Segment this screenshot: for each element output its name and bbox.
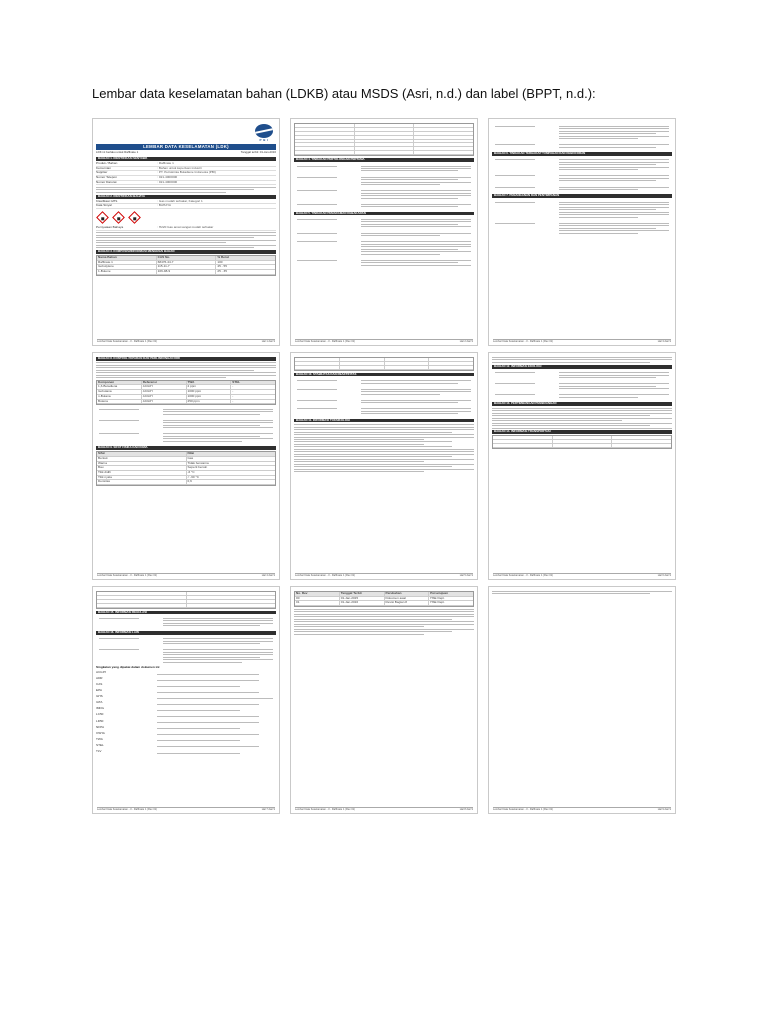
sds-page-5: [290, 352, 478, 580]
document-title: LEMBAR DATA KESELAMATAN (LDK): [96, 144, 276, 150]
logo-bar: [93, 119, 279, 143]
identification-row: Kemurnian : Bahan untuk keperluan industri: [96, 167, 276, 172]
revision-table: No. Rev Tanggal Terbit Perubahan Persetujuan 00 01-Jan-2015 Dokumen awal HSE Dept. 01 01-Jan-2016 Revisi Bagian 8 HSE Dept.: [294, 591, 474, 607]
hazard-row: Kata Sinyal : BAHAYA: [96, 204, 276, 209]
abbreviation-row: ADR: [96, 676, 103, 681]
text-block: [96, 232, 276, 248]
table-row: Butena ACGIH 250 ppm -: [97, 400, 275, 405]
table-row: Bau Seperti bensin: [97, 466, 275, 471]
table-row: 00 01-Jan-2015 Dokumen awal HSE Dept.: [295, 597, 473, 602]
figure-caption: Lembar data keselamatan bahan (LDKB) atau MSDS (Asri, n.d.) dan label (BPPT, n.d.):: [92, 86, 596, 101]
page-footer: Lembar Data Keselamatan - 3 - Raffinate 1 (Rev 01) Hal 9 dari 9: [493, 807, 671, 811]
property-table: [294, 357, 474, 371]
gas-cylinder-icon: [112, 211, 125, 224]
identification-row: Supplier : PT. Petrokimia Butadiene Indonesia (PBI): [96, 171, 276, 176]
section-heading: BAGIAN 2. IDENTIFIKASI BAHAYA: [96, 195, 276, 199]
table-row: Titik nyala < -60 °C: [97, 476, 275, 481]
text-block: [96, 362, 276, 378]
page-footer: Lembar Data Keselamatan - 3 - Raffinate 1 (Rev 01) Hal 4 dari 9: [97, 573, 275, 577]
page-footer: Lembar Data Keselamatan - 3 - Raffinate 1 (Rev 01) Hal 8 dari 9: [295, 807, 473, 811]
disclaimer-text: [294, 609, 474, 627]
section-heading: BAGIAN 11. INFORMASI TOKSIKOLOGI: [294, 419, 474, 423]
table-row: Warna Tidak berwarna: [97, 462, 275, 467]
sds-page-7: [92, 586, 280, 814]
section-heading: BAGIAN 6. TINDAKAN TERHADAP TUMPAHAN DAN KEBOCORAN: [492, 152, 672, 156]
abbreviation-row: LC50: [96, 712, 104, 717]
table-row: Titik didih -6 °C: [97, 471, 275, 476]
section-heading: BAGIAN 10. STABILITAS DAN REAKTIFITAS: [294, 373, 474, 377]
table-row: Densitas 0,6: [97, 480, 275, 485]
table-row: 01 01-Jan-2016 Revisi Bagian 8 HSE Dept.: [295, 601, 473, 606]
text-block: [294, 449, 474, 462]
page-footer: Lembar Data Keselamatan - 3 - Raffinate 1 (Rev 01) Hal 2 dari 9: [295, 339, 473, 343]
identification-row: Nomor Telepon : 021-4000000: [96, 176, 276, 181]
table-row: Raffinate 1 68476-44-7 100: [97, 261, 275, 266]
globe-icon: [255, 124, 273, 138]
abbreviation-row: IMDG: [96, 706, 105, 711]
identification-row: Produk / Bahan : Raffinate 1: [96, 162, 276, 167]
section-heading: BAGIAN 12. INFORMASI EKOLOGI: [492, 365, 672, 369]
table-row: n-Butana ACGIH 1000 ppm -: [97, 395, 275, 400]
physical-properties-table: Sifat Nilai Bentuk Gas Warna Tidak berwarna Bau Seperti bensin Titik didih -6 °C Titik nyala < -60 °C Densitas 0,6: [96, 451, 276, 486]
table-row: Isobutylene 115-11-7 45 - 55: [97, 265, 275, 270]
ghs-pictograms: [96, 211, 276, 224]
abbreviation-row: LD50: [96, 718, 104, 723]
abbreviation-row: TLV: [96, 748, 102, 753]
section-heading: BAGIAN 5. TINDAKAN PEMADAMAN KEBAKARAN: [294, 212, 474, 216]
page-footer: Lembar Data Keselamatan - 3 - Raffinate 1 (Rev 01) Hal 7 dari 9: [97, 807, 275, 811]
logo-text: P B I: [259, 137, 269, 142]
text-block: [294, 629, 474, 635]
abbreviation-row: ACGIH: [96, 669, 106, 674]
sds-page-3: [488, 118, 676, 346]
text-block: [492, 423, 672, 429]
abbreviation-row: IATA: [96, 700, 103, 705]
section-heading: BAGIAN 1. IDENTIFIKASI SENYAWA: [96, 157, 276, 161]
section-heading: BAGIAN 9. SIFAT FISIKA DAN KIMIA: [96, 446, 276, 450]
sds-page-1: [92, 118, 280, 346]
abbreviation-row: OSHA: [96, 730, 105, 735]
text-block: [294, 441, 474, 447]
text-block: [492, 408, 672, 421]
header-line-2: Tanggal terbit: 01-Jan-2016: [240, 150, 276, 155]
section-heading: BAGIAN 14. INFORMASI TRANSPORTASI: [492, 430, 672, 434]
page-footer: Lembar Data Keselamatan - 3 - Raffinate 1 (Rev 01) Hal 6 dari 9: [493, 573, 671, 577]
section-heading: BAGIAN 7. PENANGANAN DAN PENYIMPANAN: [492, 194, 672, 198]
abbreviations-title: Singkatan yang dipakai dalam dokumen ini:: [96, 665, 161, 670]
company-logo: [255, 124, 273, 142]
sds-page-2: [290, 118, 478, 346]
identification-row: Nomor Darurat : 021-4000000: [96, 181, 276, 186]
table-row: 1-Butene 106-98-9 25 - 35: [97, 270, 275, 275]
abbreviation-row: STEL: [96, 742, 104, 747]
sds-page-8: [290, 586, 478, 814]
section-heading: BAGIAN 16. INFORMASI LAIN: [96, 631, 276, 635]
text-block: [96, 187, 276, 193]
abbreviation-row: EPA: [96, 688, 102, 693]
abbreviation-row: TWA: [96, 736, 103, 741]
section-heading: BAGIAN 15. INFORMASI REGULASI: [96, 611, 276, 615]
page-footer: Lembar Data Keselamatan - 3 - Raffinate 1 (Rev 01) Hal 5 dari 9: [295, 573, 473, 577]
section-heading: BAGIAN 13. PERTIMBANGAN PEMBUANGAN: [492, 402, 672, 406]
sds-page-4: [92, 352, 280, 580]
exposure-limits-table: Komponen Referensi TWA STEL 1,3-Butadiena ACGIH 2 ppm - Isobutana ACGIH 1000 ppm - n-Butana ACGIH 1000 ppm - Butena ACGIH 250 ppm -: [96, 380, 276, 406]
document-header: [96, 151, 276, 155]
composition-table: Nama Bahan CAS No. % Berat Raffinate 1 68476-44-7 100 Isobutylene 115-11-7 45 - 55 1-Butene 106-98-9 25 - 35: [96, 255, 276, 276]
text-block: [294, 424, 474, 440]
property-table: [294, 123, 474, 156]
health-hazard-icon: [128, 211, 141, 224]
table-row: Isobutana ACGIH 1000 ppm -: [97, 390, 275, 395]
page-footer: Lembar Data Keselamatan - 3 - Raffinate 1 (Rev 01) Hal 3 dari 9: [493, 339, 671, 343]
sds-page-6: [488, 352, 676, 580]
section-heading: BAGIAN 8. KONTROL PAPARAN DAN PERLINDUNGAN DIRI: [96, 357, 276, 361]
text-block: [492, 357, 672, 363]
flame-icon: [96, 211, 109, 224]
abbreviation-row: CAS: [96, 682, 103, 687]
abbreviation-row: GHS: [96, 694, 103, 699]
header-line-1: LDK ini berlaku untuk Raffinate 1: [96, 150, 139, 155]
hazard-row: Klasifikasi GHS : Gas mudah terbakar, Kategori 1: [96, 200, 276, 205]
transport-table: [96, 591, 276, 609]
table-row: 1,3-Butadiena ACGIH 2 ppm -: [97, 385, 275, 390]
section-heading: BAGIAN 4. TINDAKAN PERTOLONGAN PERTAMA: [294, 158, 474, 162]
sds-page-9: [488, 586, 676, 814]
text-block: [294, 464, 474, 472]
section-heading: BAGIAN 3. KOMPOSISI/INFORMASI MENGENAI BAHAN: [96, 250, 276, 254]
hazard-row: Pernyataan Bahaya : H220 Gas amat sangat mudah terbakar: [96, 226, 276, 231]
abbreviation-row: NFPA: [96, 724, 105, 729]
transport-table: [492, 435, 672, 449]
text-block: [492, 591, 672, 594]
page-footer: Lembar Data Keselamatan - 3 - Raffinate 1 (Rev 01) Hal 1 dari 9: [97, 339, 275, 343]
table-row: Bentuk Gas: [97, 457, 275, 462]
